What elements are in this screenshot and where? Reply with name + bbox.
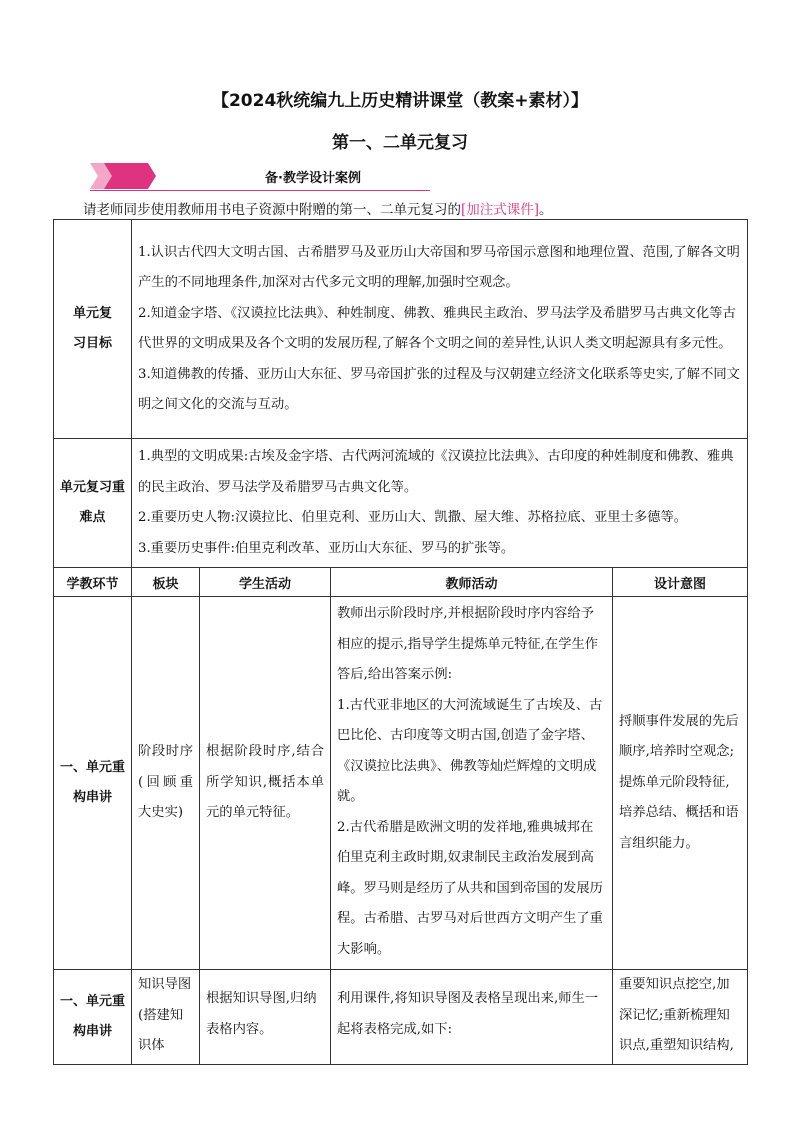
goals-row: [54, 220, 748, 439]
header-stage: 学教环节: [54, 568, 132, 597]
banner-arrow-icon: [90, 160, 430, 194]
row-intent: 重要知识点挖空,加深记忆;重新梳理知识点,重塑知识结构,: [613, 970, 748, 1065]
courseware-link[interactable]: [加注式课件]: [461, 202, 540, 218]
row-student: 根据阶段时序,结合所学知识,概括本单元的单元特征。: [200, 597, 331, 970]
row-block: 知识导图(搭建知识体: [132, 970, 200, 1065]
document-subtitle: 第一、二单元复习: [332, 133, 468, 153]
teacher-paragraph: 利用课件,将知识导图及表格呈现出来,师生一起将表格完成,如下:: [337, 991, 599, 1037]
teacher-paragraph: 1.古代亚非地区的大河流域诞生了古埃及、古巴比伦、古印度等文明古国,创造了金字塔、《汉谟拉比法典》、佛教等灿烂辉煌的文明成就。: [337, 697, 603, 804]
keypoints-label: 单元复习重 难点: [54, 439, 132, 568]
header-student: 学生活动: [200, 568, 331, 597]
keypoint-item: 3.重要历史事件:伯里克利改革、亚历山大东征、罗马的扩张等。: [138, 540, 515, 556]
intro-main: 请老师同步使用教师用书电子资源中附赠的第一、二单元复习的: [83, 202, 461, 218]
row-teacher: [331, 597, 613, 970]
teacher-paragraph: 教师出示阶段时序,并根据阶段时序内容给予相应的提示,指导学生提炼单元特征,在学生作答后,给出答案示例:: [337, 606, 599, 682]
keypoint-item: 1.典型的文明成果:古埃及金字塔、古代两河流域的《汉谟拉比法典》、古印度的种姓制度和佛教、雅典的民主政治、罗马法学及希腊罗马古典文化等。: [138, 449, 734, 495]
header-intent: 设计意图: [613, 568, 748, 597]
banner-label: 备·教学设计案例: [265, 171, 361, 186]
row-teacher: [331, 970, 613, 1065]
keypoints-content: [132, 439, 748, 568]
keypoint-item: 2.重要历史人物:汉谟拉比、伯里克利、亚历山大、凯撒、屋大维、苏格拉底、亚里士多德等。: [138, 510, 688, 525]
header-teacher: 教师活动: [331, 568, 613, 597]
row-block: 阶段时序(回顾重大史实): [132, 597, 200, 970]
table-row: [54, 970, 748, 1065]
goal-item: 1.认识古代四大文明古国、古希腊罗马及亚历山大帝国和罗马帝国示意图和地理位置、范围,了解各文明产生的不同地理条件,加深对古代多元文明的理解,加强时空观念。: [138, 244, 740, 290]
teacher-paragraph: 2.古代希腊是欧洲文明的发祥地,雅典城邦在伯里克利主政时期,奴隶制民主政治发展到高峰。罗马则是经历了从共和国到帝国的发展历程。古希腊、古罗马对后世西方文明产生了重大影响。: [337, 819, 603, 957]
row-student: 根据知识导图,归纳表格内容。: [200, 970, 331, 1065]
intro-end: 。: [539, 202, 553, 218]
intro-text: [83, 198, 553, 218]
document-title: 【2024秋统编九上历史精讲课堂（教案+素材）】: [211, 91, 589, 111]
table-row: [54, 597, 748, 970]
banner-underline: [90, 190, 430, 191]
goal-item: 3.知道佛教的传播、亚历山大东征、罗马帝国扩张的过程及与汉朝建立经济文化联系等史实,了解不同文明之间文化的交流与互动。: [138, 366, 740, 412]
header-block: 板块: [132, 568, 200, 597]
row-intent: 捋顺事件发展的先后顺序,培养时空观念;提炼单元阶段特征,培养总结、概括和语言组织能力。: [613, 597, 748, 970]
table-header-row: [54, 568, 748, 597]
row-stage: 一、单元重构串讲: [54, 970, 132, 1065]
section-banner: [90, 160, 430, 194]
goals-label: 单元复 习目标: [54, 220, 132, 439]
goals-content: [132, 220, 748, 439]
goal-item: 2.知道金字塔、《汉谟拉比法典》、种姓制度、佛教、雅典民主政治、罗马法学及希腊罗马古典文化等古代世界的文明成果及各个文明的发展历程,了解各个文明之间的差异性,认识人类文明起源具有多元性。: [138, 305, 736, 351]
lesson-plan-table: [53, 219, 748, 1065]
row-stage: 一、单元重构串讲: [54, 597, 132, 970]
keypoints-row: [54, 439, 748, 568]
